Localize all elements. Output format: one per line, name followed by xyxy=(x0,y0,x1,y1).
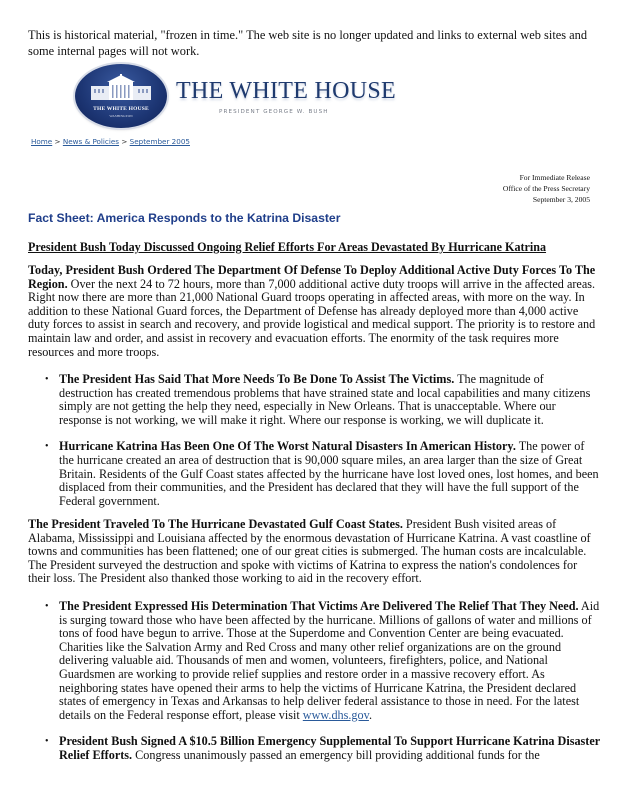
site-subtitle: PRESIDENT GEORGE W. BUSH xyxy=(219,109,329,115)
seal-text: THE WHITE HOUSE xyxy=(93,106,149,112)
page-title: Fact Sheet: America Responds to the Katrina Disaster xyxy=(28,211,341,225)
seal-subtext: WASHINGTON xyxy=(109,114,133,118)
white-house-logo[interactable] xyxy=(74,64,404,130)
white-house-seal-icon xyxy=(75,64,167,128)
release-date: September 3, 2005 xyxy=(532,195,590,204)
breadcrumb-separator: > xyxy=(54,137,61,146)
article-subheading: President Bush Today Discussed Ongoing Relief Efforts For Areas Devastated By Hurricane Katrina xyxy=(28,240,547,254)
breadcrumb xyxy=(31,137,190,146)
release-office: Office of the Press Secretary xyxy=(502,184,590,193)
breadcrumb-september-2005-link[interactable]: September 2005 xyxy=(129,137,190,146)
bullet-icon: • xyxy=(45,736,49,748)
section-defense-deployment xyxy=(28,264,600,359)
list-item xyxy=(28,373,600,427)
item-lead: The President Expressed His Determination That Victims Are Delivered The Relief That They Need. xyxy=(59,599,579,613)
breadcrumb-home-link[interactable]: Home xyxy=(31,137,53,146)
item-tail: . xyxy=(368,707,372,722)
bullet-icon: • xyxy=(45,441,49,453)
item-lead: The President Has Said That More Needs To Be Done To Assist The Victims. xyxy=(59,372,455,386)
bullet-list-1 xyxy=(28,373,600,521)
bullet-icon: • xyxy=(45,601,49,612)
item-lead: President Bush Signed A $10.5 Billion Emergency Supplemental To Support Hurricane Katrina Disaster Relief Efforts. xyxy=(59,734,600,762)
item-body: The power of the hurricane created an area of destruction that is 90,000 square miles, an area larger than the size of Great Britain. Residents of the Gulf Coast states affected by the hurricane have lost loved ones, lost homes, and been displaced from their communities, and the President has declared that they will have the full support of the Federal government. xyxy=(59,439,599,508)
breadcrumb-separator: > xyxy=(121,137,128,146)
section-gulf-coast-travel xyxy=(28,518,600,586)
list-item xyxy=(28,440,600,508)
bullet-list-2 xyxy=(28,600,600,776)
item-body: The magnitude of destruction has created tremendous problems that have strained state and local capabilities and many citizens simply are not getting the help they need, especially in New Orleans. That is unacceptable. Where our response is not working, we will make it right. Where our response is working, we will duplicate it. xyxy=(59,372,591,427)
release-info xyxy=(503,172,590,205)
section-lead: The President Traveled To The Hurricane Devastated Gulf Coast States. xyxy=(28,517,403,531)
item-lead: Hurricane Katrina Has Been One Of The Worst Natural Disasters In American History. xyxy=(59,439,516,454)
item-body: Aid is surging toward those who have been affected by the hurricane. Millions of gallons of water and millions of tons of food have begun to arrive. Those at the Superdome and Convention Center are being evacuated. Charities like the Salvation Army and Red Cross and many other relief organizations are on the ground delivering valuable aid. Thousands of men and women, volunteers, firefighters, police, and National Guardsmen are working to provide relief supplies and restore order in a massive recovery effort. As neighboring states have opened their arms to help the victims of Hurricane Katrina, the President declared states of emergency in Texas and Arkansas to help deliver federal assistance to those in need. For the latest details on the Federal response effort, please visit xyxy=(59,599,600,722)
release-type: For Immediate Release xyxy=(519,173,590,182)
archive-notice: This is historical material, "frozen in time." The web site is no longer updated and links to external web sites and some internal pages will not work. xyxy=(28,28,588,58)
white-house-building-icon xyxy=(89,74,153,102)
dhs-gov-link[interactable]: www.dhs.gov xyxy=(302,707,369,722)
section-body: President Bush visited areas of Alabama, Mississippi and Louisiana affected by the enormous devastation of Hurricane Katrina. A vast coastline of towns and communities has been flattened; one of our great cities is submerged. The human costs are incalculable. The President surveyed the destruction and spoke with victims of Katrina to express the nation's condolences for their loss. The President also thanked those working to aid in the recovery effort. xyxy=(28,517,591,586)
bullet-icon: • xyxy=(45,374,49,385)
section-body: Over the next 24 to 72 hours, more than 7,000 additional active duty troops will arrive in the affected areas. Right now there are more than 21,000 National Guard troops operating in affected areas, with more on the way. In addition to these National Guard forces, the Department of Defense has already deployed more than 4,000 active duty forces to assist in search and recovery, and provide logistical and medical support. The priority is to restore and maintain law and order, and assist in recovery and evacuation efforts. The enormity of the task requires more resources and more troops. xyxy=(28,276,596,359)
list-item xyxy=(28,735,600,762)
breadcrumb-news-policies-link[interactable]: News & Policies xyxy=(62,137,120,146)
item-body: Congress unanimously passed an emergency bill providing additional funds for the xyxy=(132,747,540,762)
list-item xyxy=(28,600,600,722)
section-lead: Today, President Bush Ordered The Department Of Defense To Deploy Additional Active Duty Forces To The Region. xyxy=(28,263,596,291)
site-title: THE WHITE HOUSE xyxy=(176,78,397,104)
